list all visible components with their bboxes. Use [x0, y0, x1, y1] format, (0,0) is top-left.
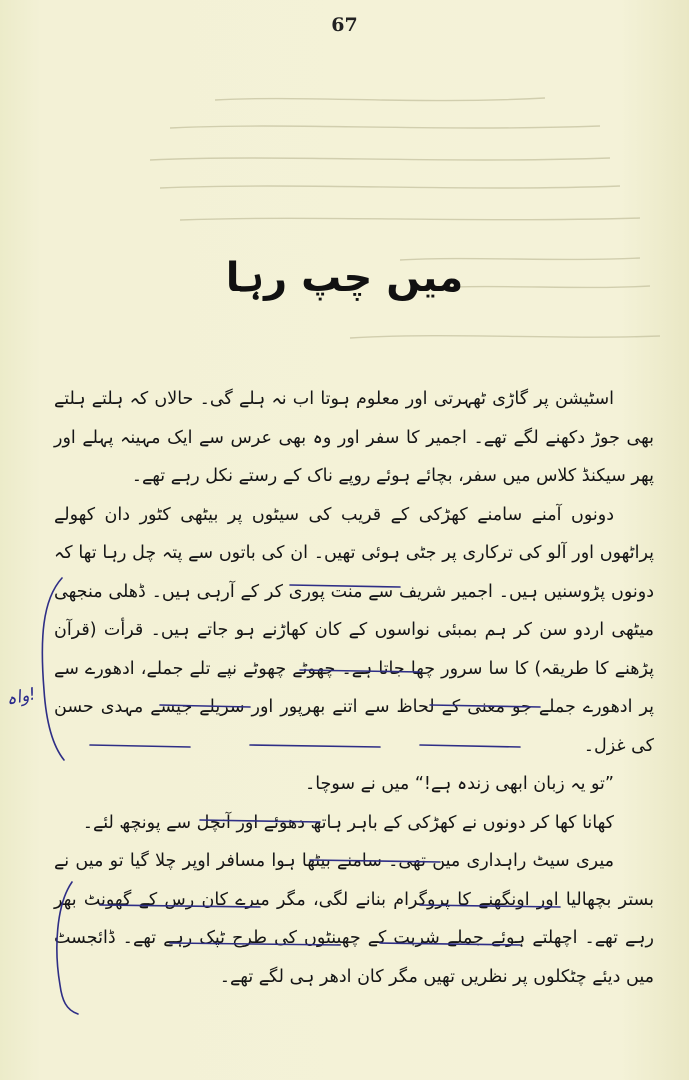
chapter-title: میں چپ رہا: [225, 255, 464, 301]
page-number: 67: [331, 14, 358, 36]
bleed-through-texture: [0, 60, 689, 360]
paragraph: دونوں آمنے سامنے کھڑکی کے قریب کی سیٹوں پر بیٹھی کٹور دان کھولے پراٹھوں اور آلو کی ترکاری پر جٹی ہوئی تھیں۔ ان کی باتوں سے پتہ چل رہا تھا کہ دونوں پڑوسنیں ہیں۔ اجمیر شریف سے منت پوری کر کے آرہی ہیں۔ ڈھلی منجھی میٹھی اردو سن کر ہم بمبئی نواسوں کے کان کھاڑنے ہو جاتے ہیں۔ قرأت (قرآن پڑھنے کا طریقہ) کا سا سرور چھا جاتا ہے۔ چھوٹے چھوٹے نپے تلے جملے، ادھورے سے پر ادھورے جملے جو معنی کے لحاظ سے اتنے بھرپور اور سریلے جیسے مہدی حسن کی غزل۔: [54, 504, 654, 756]
paragraph: ”تو یہ زبان ابھی زندہ ہے!“ میں نے سوچا۔: [304, 774, 614, 794]
paragraph: اسٹیشن پر گاڑی ٹھہرتی اور معلوم ہوتا اب نہ ہلے گی۔ حالاں کہ ہلتے ہلتے بھی جوڑ دکھنے لگے تھے۔ اجمیر کا سفر اور وہ بھی عرس سے ایک مہینہ پہلے اور پھر سیکنڈ کلاس میں سفر، بچائے ہوئے روپے ناک کے رستے نکل رہے تھے۔: [54, 389, 654, 486]
handwritten-margin-note: واہ!: [4, 684, 38, 710]
paragraph: میری سیٹ راہداری میں تھی۔ سامنے بیٹھا ہوا مسافر اوپر چلا گیا تو میں نے بستر بچھالیا اور اونگھنے کا پروگرام بنانے لگی، مگر میرے کان رس کے گھونٹ بھر رہے تھے۔ اچھلتے ہوئے جملے شربت کے چھینٹوں کی طرح ٹپک رہے تھے۔ ڈائجسٹ میں دیئے چٹکلوں پر نظریں تھیں مگر کان ادھر ہی لگے تھے۔: [54, 851, 654, 987]
paragraph: کھانا کھا کر دونوں نے کھڑکی کے باہر ہاتھ دھوئے اور آنچل سے پونچھ لئے۔: [82, 812, 614, 833]
body-text: [54, 380, 654, 996]
